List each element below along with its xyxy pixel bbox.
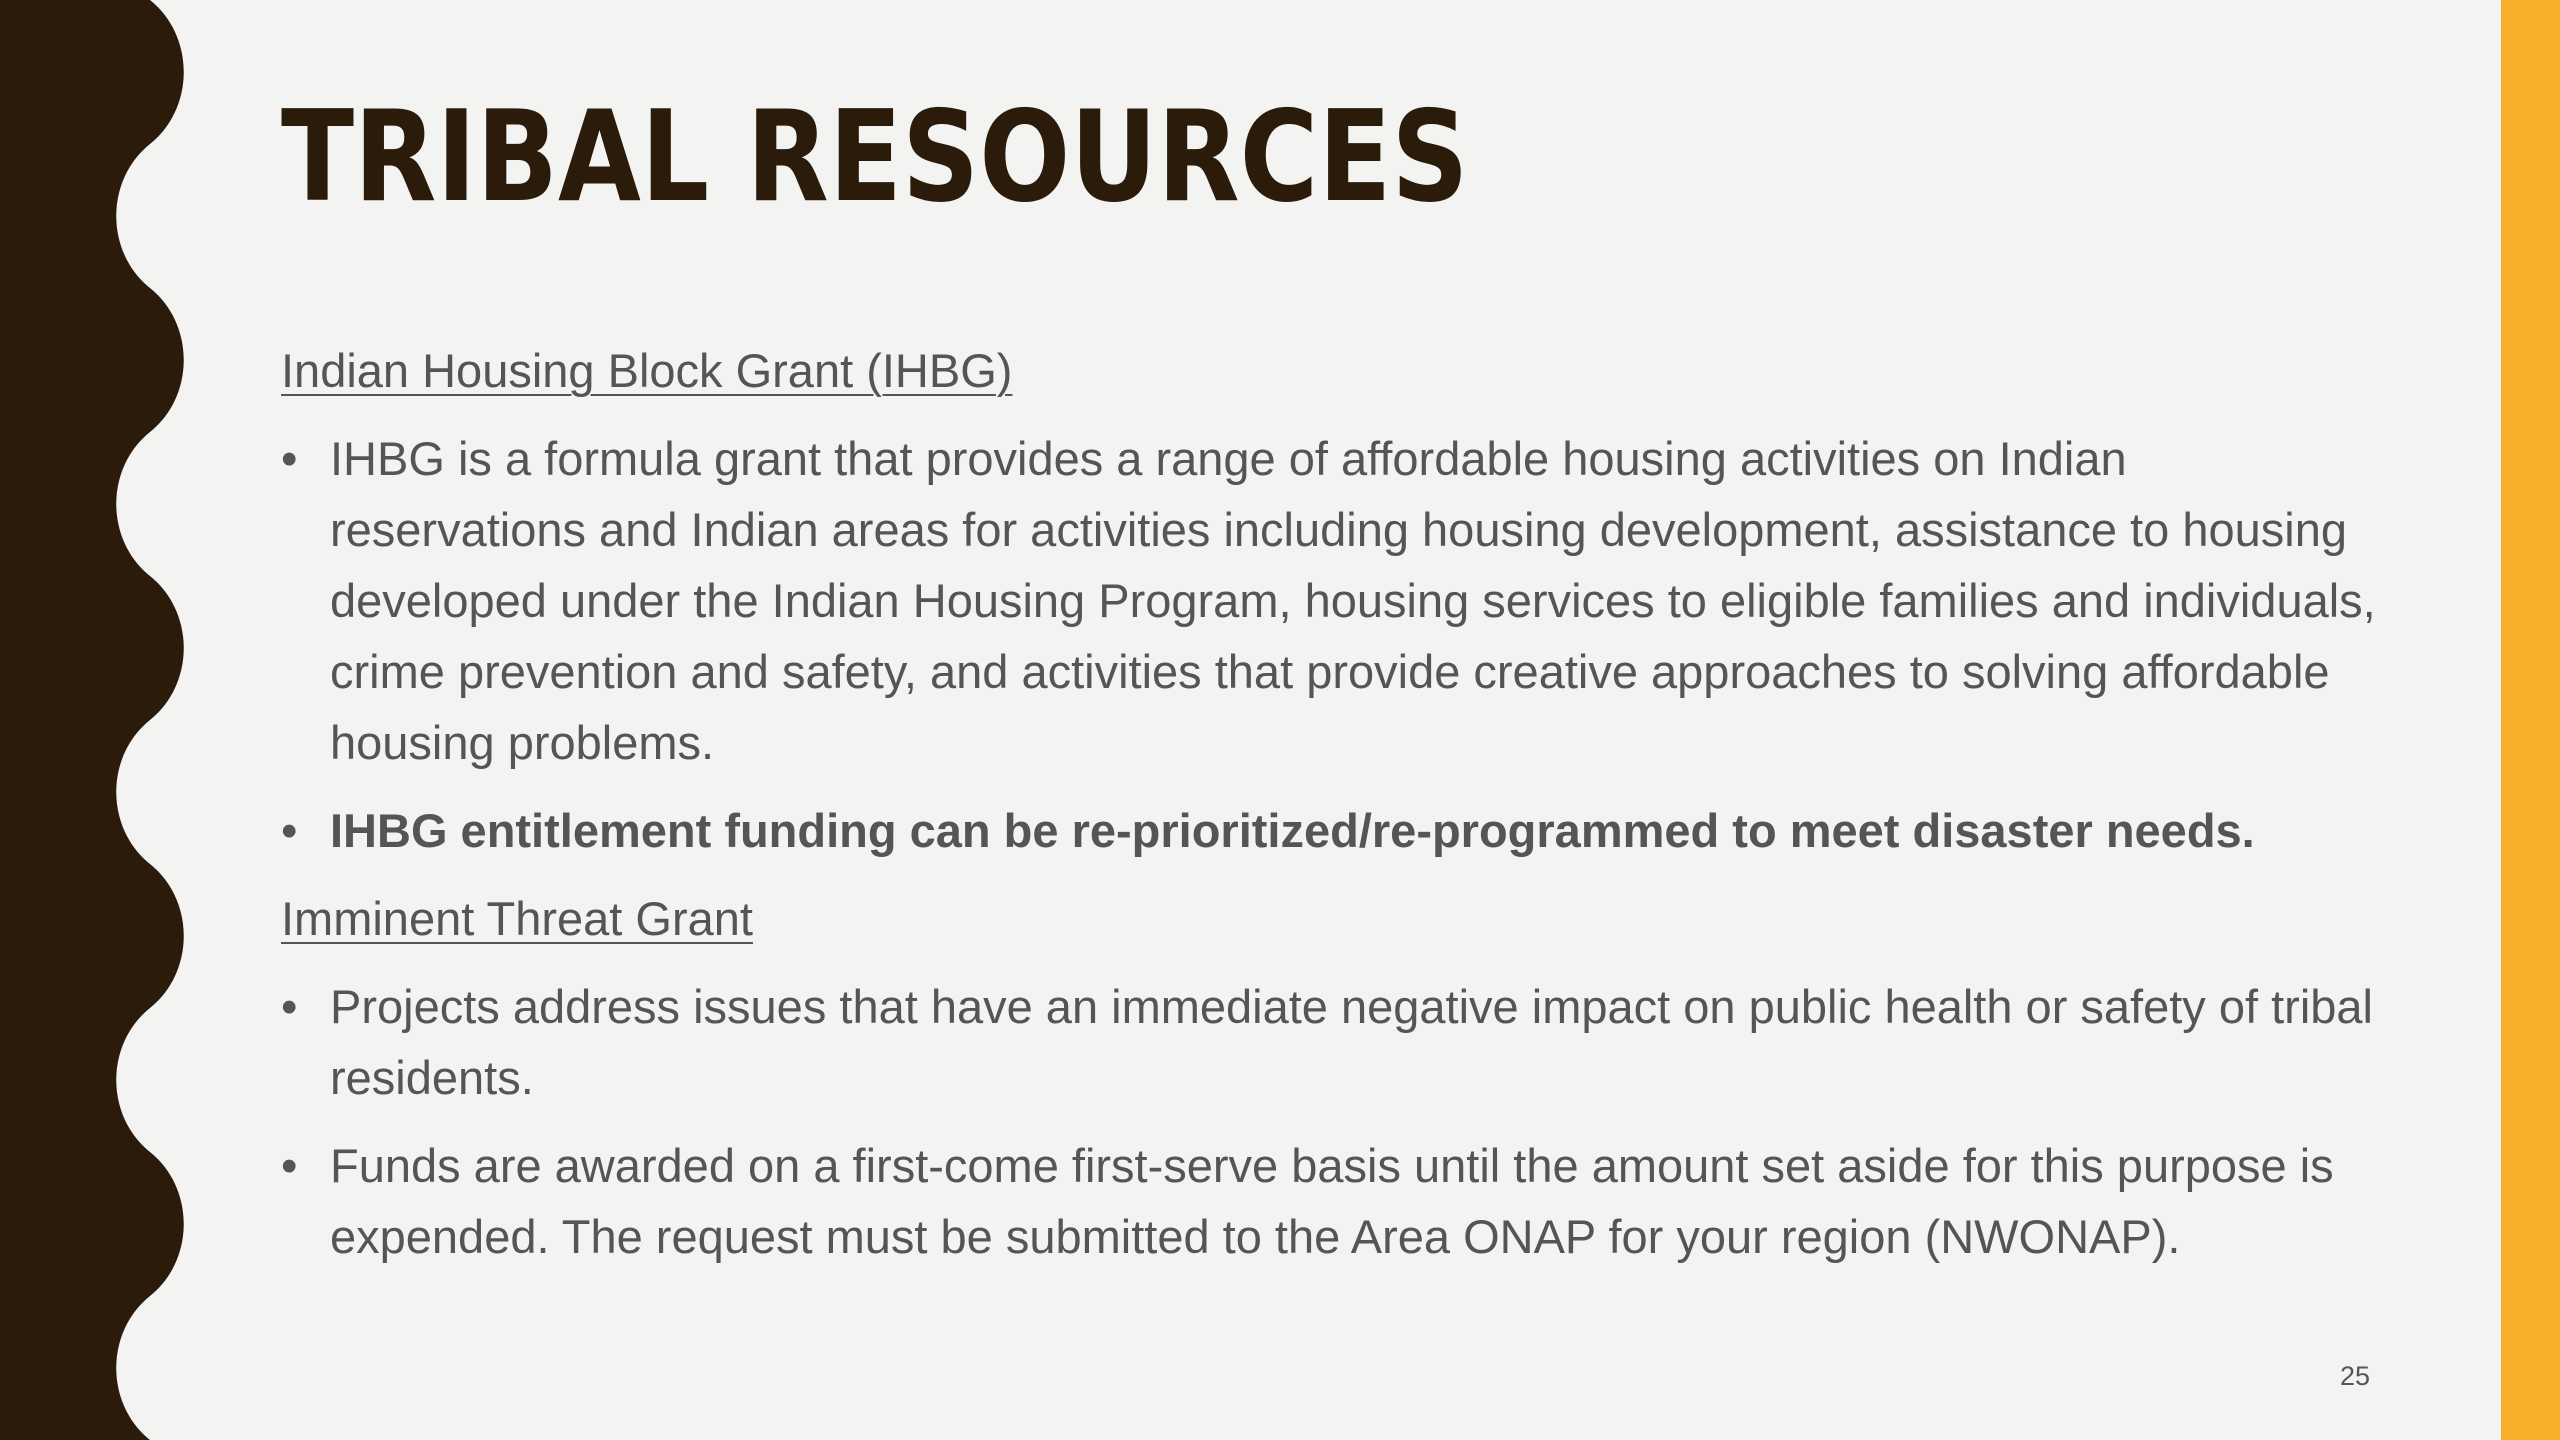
bullet-text: Funds are awarded on a first-come first-serve basis until the amount set aside for this purpose is expended. The request must be submitted to the Area ONAP for your region (NWONAP). (330, 1139, 2334, 1263)
bullet-icon: • (281, 1139, 298, 1192)
accent-right-bar (2501, 0, 2560, 1440)
bullet-text: IHBG is a formula grant that provides a range of affordable housing activities on Indian reservations and Indian areas for activities including housing development, assistance to housing developed under the Indian Housing Program, housing services to eligible families and individuals, crime prevention and safety, and activities that provide creative approaches to solving affordable housing problems. (330, 432, 2376, 769)
wavy-left-band (0, 0, 200, 1440)
bullet-text-emphasis: IHBG entitlement funding can be re-prioritized/re-programmed to meet disaster needs. (330, 804, 2255, 857)
wavy-band-shape (0, 0, 184, 1440)
bullet-item (281, 423, 2391, 778)
section-heading-ihbg: Indian Housing Block Grant (IHBG) (281, 344, 1013, 397)
bullet-icon: • (281, 804, 298, 857)
bullet-icon: • (281, 980, 298, 1033)
bullet-text: Projects address issues that have an immediate negative impact on public health or safety of tribal residents. (330, 980, 2373, 1104)
bullet-item (281, 1130, 2391, 1272)
section-ihbg (281, 335, 2391, 866)
bullet-item (281, 971, 2391, 1113)
slide-title: TRIBAL RESOURCES (281, 83, 1469, 230)
slide-number: 25 (2339, 1361, 2370, 1391)
bullet-list-imminent-threat (281, 971, 2391, 1272)
bullet-list-ihbg (281, 423, 2391, 866)
slide-content (281, 335, 2391, 1289)
bullet-icon: • (281, 432, 298, 485)
section-imminent-threat (281, 883, 2391, 1272)
bullet-item (281, 795, 2391, 866)
section-heading-imminent-threat: Imminent Threat Grant (281, 892, 753, 945)
